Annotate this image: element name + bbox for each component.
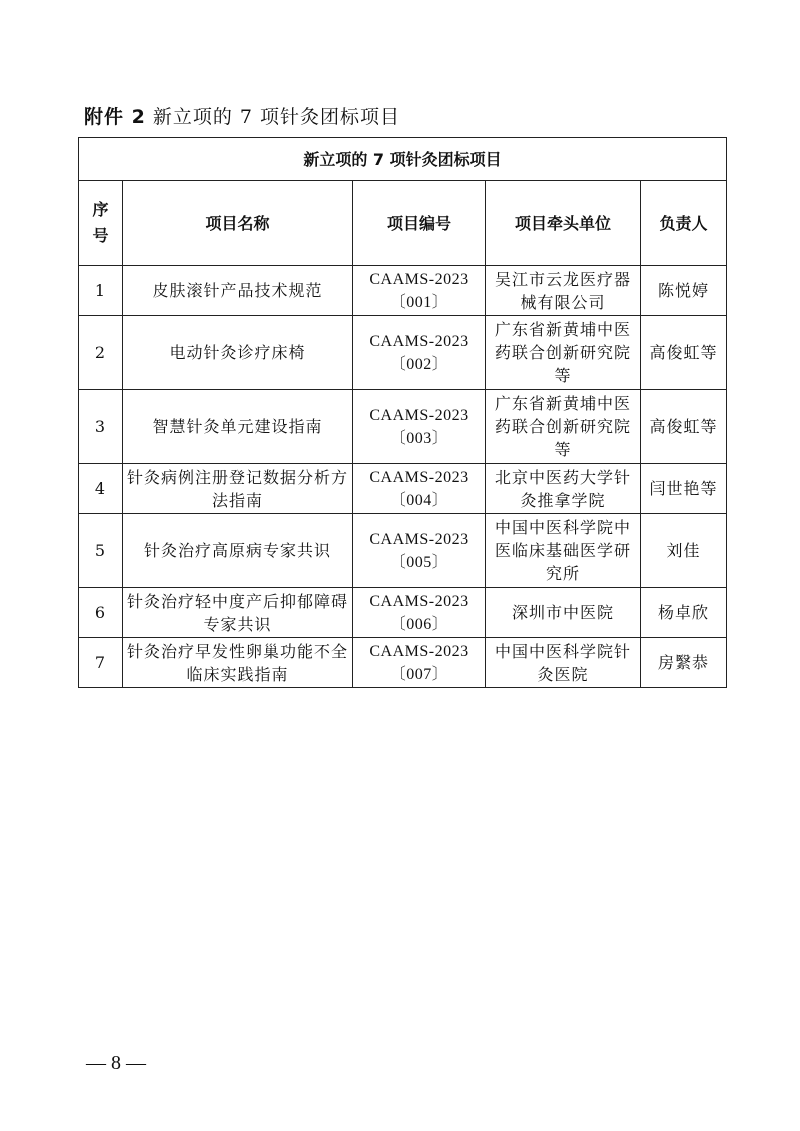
- row-code-prefix: CAAMS-2023: [369, 642, 469, 660]
- row-code-prefix: CAAMS-2023: [369, 406, 469, 424]
- attachment-title: 新立项的 7 项针灸团标项目: [152, 106, 401, 128]
- row-code-prefix: CAAMS-2023: [369, 468, 469, 486]
- table-row: [79, 464, 727, 514]
- row-unit: 广东省新黄埔中医药联合创新研究院等: [486, 316, 641, 390]
- row-code-prefix: CAAMS-2023: [369, 592, 469, 610]
- table-title-row: [79, 138, 727, 181]
- attachment-label: 附件 2: [84, 106, 146, 128]
- row-code: [353, 638, 486, 688]
- row-code: [353, 266, 486, 316]
- row-seq: 5: [79, 514, 123, 588]
- row-name: 针灸病例注册登记数据分析方法指南: [123, 464, 353, 514]
- row-code-number: 〔001〕: [389, 293, 449, 311]
- row-code-prefix: CAAMS-2023: [369, 332, 469, 350]
- row-code-prefix: CAAMS-2023: [369, 270, 469, 288]
- row-person: 刘佳: [641, 514, 727, 588]
- row-code-number: 〔004〕: [389, 491, 449, 509]
- row-person: 高俊虹等: [641, 316, 727, 390]
- table-row: [79, 588, 727, 638]
- row-seq: 2: [79, 316, 123, 390]
- header-name: 项目名称: [123, 181, 353, 266]
- attachment-heading: [84, 102, 400, 129]
- table-title: 新立项的 7 项针灸团标项目: [79, 138, 727, 181]
- row-person: 闫世艳等: [641, 464, 727, 514]
- row-seq: 7: [79, 638, 123, 688]
- row-unit: 北京中医药大学针灸推拿学院: [486, 464, 641, 514]
- row-person: 房繄恭: [641, 638, 727, 688]
- row-code: [353, 514, 486, 588]
- row-unit: 中国中医科学院中医临床基础医学研究所: [486, 514, 641, 588]
- row-name: 针灸治疗早发性卵巢功能不全临床实践指南: [123, 638, 353, 688]
- header-code: 项目编号: [353, 181, 486, 266]
- row-code: [353, 390, 486, 464]
- row-code: [353, 588, 486, 638]
- row-name: 针灸治疗高原病专家共识: [123, 514, 353, 588]
- row-code: [353, 316, 486, 390]
- header-seq-bottom: 号: [92, 226, 109, 245]
- header-seq: [79, 181, 123, 266]
- page-number: — 8 —: [86, 1052, 146, 1074]
- table-header-row: [79, 181, 727, 266]
- row-code-number: 〔006〕: [389, 615, 449, 633]
- row-seq: 1: [79, 266, 123, 316]
- row-code-number: 〔007〕: [389, 665, 449, 683]
- row-name: 针灸治疗轻中度产后抑郁障碍专家共识: [123, 588, 353, 638]
- row-code-number: 〔003〕: [389, 429, 449, 447]
- row-seq: 4: [79, 464, 123, 514]
- table-row: [79, 316, 727, 390]
- row-code: [353, 464, 486, 514]
- table-row: [79, 514, 727, 588]
- project-table: [78, 137, 727, 688]
- row-person: 陈悦婷: [641, 266, 727, 316]
- row-seq: 6: [79, 588, 123, 638]
- table-row: [79, 638, 727, 688]
- row-code-prefix: CAAMS-2023: [369, 530, 469, 548]
- header-unit: 项目牵头单位: [486, 181, 641, 266]
- table-row: [79, 390, 727, 464]
- row-unit: 深圳市中医院: [486, 588, 641, 638]
- row-unit: 中国中医科学院针灸医院: [486, 638, 641, 688]
- header-person: 负责人: [641, 181, 727, 266]
- row-person: 杨卓欣: [641, 588, 727, 638]
- row-unit: 广东省新黄埔中医药联合创新研究院等: [486, 390, 641, 464]
- row-person: 高俊虹等: [641, 390, 727, 464]
- row-name: 智慧针灸单元建设指南: [123, 390, 353, 464]
- row-code-number: 〔005〕: [389, 553, 449, 571]
- row-name: 皮肤滚针产品技术规范: [123, 266, 353, 316]
- header-seq-top: 序: [92, 200, 109, 219]
- table-row: [79, 266, 727, 316]
- row-name: 电动针灸诊疗床椅: [123, 316, 353, 390]
- row-unit: 吴江市云龙医疗器械有限公司: [486, 266, 641, 316]
- row-seq: 3: [79, 390, 123, 464]
- row-code-number: 〔002〕: [389, 355, 449, 373]
